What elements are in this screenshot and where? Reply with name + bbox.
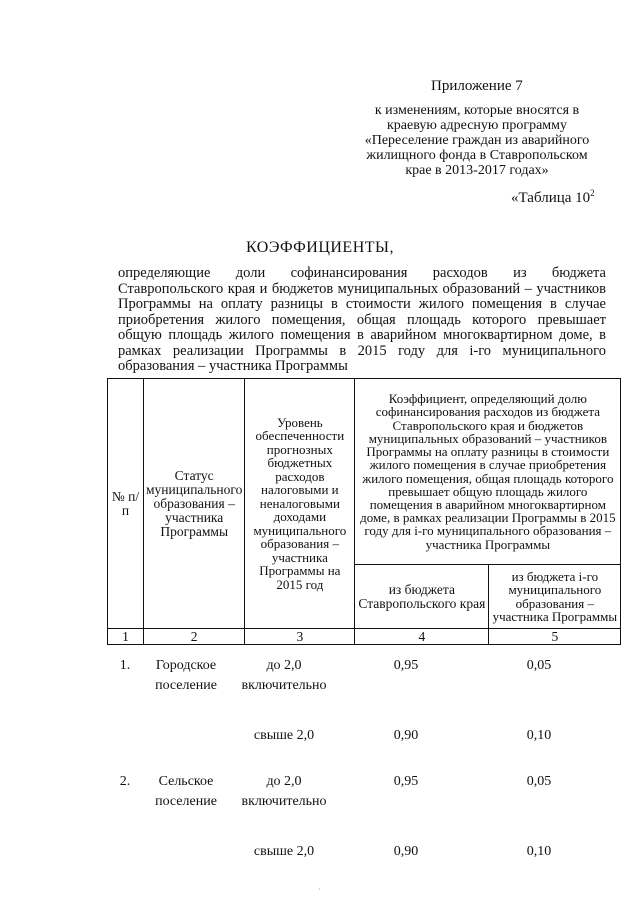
table-reference-label: «Таблица 10 (511, 190, 591, 206)
row-status: Городское поселение (155, 658, 217, 693)
document-title: КОЭФФИЦИЕНТЫ, (246, 239, 394, 256)
table-reference-superscript: 2 (590, 188, 595, 198)
row-region-share: 0,90 (393, 728, 419, 743)
table-row (107, 656, 605, 726)
row-level: свыше 2,0 (253, 728, 315, 743)
coefficients-table-header (107, 378, 621, 645)
coefficients-table-body (107, 656, 605, 888)
column-number: 3 (245, 629, 355, 645)
document-description: определяющие доли софинансирования расходов из бюджета Ставропольского края и бюджетов муниципальных образований – участников Программы на оплату разницы в стоимости жилого помещения в случае приобретения жилого помещения, общая площадь которого превышает общую площадь жилого помещения в аварийном многоквартирном доме, в рамках реализации Программы в 2015 году для i-го муниципального образования – участника Программы (118, 265, 606, 374)
appendix-line: жилищного фонда в Ставропольском (366, 148, 588, 163)
header-level: Уровень обеспеченности прогнозных бюджетных расходов налоговыми и неналоговыми доходами муниципального образования – участника Программы на 2015 год (245, 379, 355, 629)
scan-dot: · (318, 885, 321, 894)
appendix-line: «Переселение граждан из аварийного (364, 133, 590, 148)
appendix-subtitle (343, 103, 611, 178)
table-row (107, 726, 605, 772)
column-number: 5 (489, 629, 621, 645)
row-number: 1. (119, 658, 131, 673)
row-municipal-share: 0,05 (526, 774, 552, 789)
header-number: № п/п (108, 379, 144, 629)
row-municipal-share: 0,05 (526, 658, 552, 673)
row-region-share: 0,95 (393, 774, 419, 789)
table-reference (511, 188, 595, 207)
row-municipal-share: 0,10 (526, 844, 552, 859)
column-number: 1 (108, 629, 144, 645)
row-level: до 2,0 включительно (241, 658, 327, 693)
row-status: Сельское поселение (155, 774, 217, 809)
row-region-share: 0,90 (393, 844, 419, 859)
column-number: 2 (144, 629, 245, 645)
table-row (107, 842, 605, 888)
appendix-line: к изменениям, которые вносятся в (374, 103, 580, 118)
header-status: Статус муниципального образования – участника Программы (144, 379, 245, 629)
row-municipal-share: 0,10 (526, 728, 552, 743)
column-number: 4 (355, 629, 489, 645)
header-coefficient: Коэффициент, определяющий долю софинансирования расходов из бюджета Ставропольского края и бюджетов муниципальных образований – участников Программы на оплату разницы в стоимости жилого помещения в случае приобретения жилого помещения, общая площадь которого превышает общую площадь жилого помещения в аварийном многоквартирном доме, в рамках реализации Программы в 2015 году для i-го муниципального образования – участника Программы (355, 379, 621, 565)
header-from-municipal: из бюджета i-го муниципального образования – участника Программы (489, 565, 621, 629)
header-from-region: из бюджета Ставропольского края (355, 565, 489, 629)
row-number: 2. (119, 774, 131, 789)
table-row (107, 772, 605, 842)
appendix-title: Приложение 7 (431, 78, 523, 94)
row-region-share: 0,95 (393, 658, 419, 673)
row-level: до 2,0 включительно (241, 774, 327, 809)
row-level: свыше 2,0 (253, 844, 315, 859)
appendix-line: краевую адресную программу (386, 118, 568, 133)
appendix-line: крае в 2013-2017 годах» (405, 163, 549, 178)
